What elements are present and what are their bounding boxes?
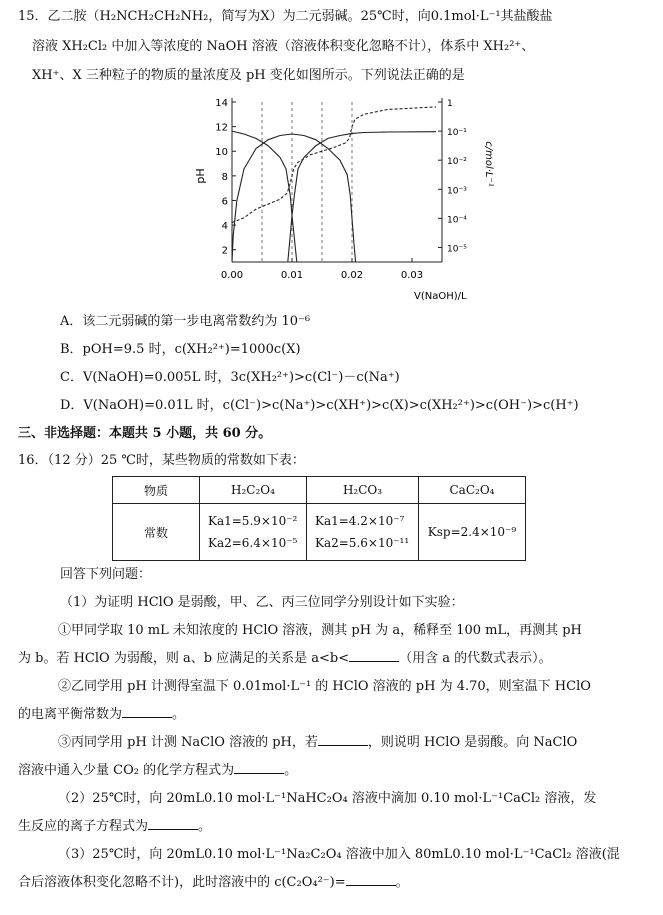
text: ，则说明 HClO 是弱酸。向 NaClO <box>367 735 578 750</box>
text: 。 <box>198 819 212 834</box>
table-header: 物质 <box>113 477 200 504</box>
series-line-1 <box>232 107 436 223</box>
answer-blank[interactable] <box>349 650 399 662</box>
series-line-2 <box>232 131 297 262</box>
answer-blank[interactable] <box>122 706 172 718</box>
y-right-tick-label: 10⁻² <box>447 157 467 168</box>
q16-part1c-line2 <box>18 762 649 780</box>
chart-xlabel: V(NaOH)/L <box>414 291 467 302</box>
q16-part1a-line1: ①甲同学取 10 mL 未知浓度的 HClO 溶液，测其 pH 为 a，稀释至 100 mL，再测其 pH <box>58 623 582 638</box>
y-left-tick-label: 4 <box>221 221 228 233</box>
y-right-tick-label: 10⁻⁴ <box>447 215 467 226</box>
y-right-tick-label: 10⁻¹ <box>447 128 467 139</box>
q15-option-d: D．V(NaOH)=0.01L 时，c(Cl⁻)>c(Na⁺)>c(XH⁺)>c(X)>c(XH₂²⁺)>c(OH⁻)>c(H⁺) <box>60 398 579 413</box>
answer-blank[interactable] <box>148 818 198 830</box>
y-left-tick-label: 6 <box>221 196 228 208</box>
section3-heading: 三、非选择题：本题共 5 小题，共 60 分。 <box>18 426 272 441</box>
q16-part1-intro: （1）为证明 HClO 是弱酸，甲、乙、丙三位同学分别设计如下实验： <box>60 595 464 610</box>
q16-part1b-line1: ②乙同学用 pH 计测得室温下 0.01mol·L⁻¹ 的 HClO 溶液的 pH 为 4.70，则室温下 HClO <box>58 679 591 694</box>
table-cell <box>307 504 419 561</box>
chart-grid <box>262 102 352 262</box>
text: （用含 a 的代数式表示）。 <box>399 651 552 666</box>
answer-blank[interactable] <box>346 874 396 886</box>
h2c2o4-ka2: Ka2=6.4×10⁻⁵ <box>208 536 298 550</box>
text: 为 b。若 HClO 为弱酸，则 a、b 应满足的关系是 a<b< <box>18 651 350 666</box>
q15-option-b: B．pOH=9.5 时，c(XH₂²⁺)=1000c(X) <box>60 342 301 357</box>
y-right-tick-label: 10⁻⁵ <box>447 244 467 255</box>
y-left-tick-label: 10 <box>215 147 228 159</box>
text: 溶液中通入少量 CO₂ 的化学方程式为 <box>18 763 235 778</box>
y-left-tick-label: 12 <box>215 122 228 134</box>
table-row-label: 常数 <box>113 504 200 561</box>
x-tick-label: 0.02 <box>340 270 364 281</box>
y-left-tick-label: 8 <box>221 171 228 183</box>
h2c2o4-ka1: Ka1=5.9×10⁻² <box>208 514 298 528</box>
text: 的电离平衡常数为 <box>18 707 123 722</box>
concentration-ph-chart <box>190 94 500 304</box>
q15-option-c: C．V(NaOH)=0.005L 时，3c(XH₂²⁺)>c(Cl⁻)－c(Na⁺) <box>60 370 400 385</box>
q16-answer-prompt: 回答下列问题： <box>60 567 152 582</box>
answer-blank[interactable] <box>318 734 368 746</box>
table-header: CaC₂O₄ <box>419 477 526 504</box>
q16-stem: 16．（12 分）25 ℃时，某些物质的常数如下表： <box>18 453 305 468</box>
series-line-3 <box>288 132 436 262</box>
y-left-tick-label: 14 <box>215 98 228 109</box>
q15-option-a: A．该二元弱碱的第一步电离常数约为 10⁻⁶ <box>60 314 311 329</box>
text: 生反应的离子方程式为 <box>18 819 149 834</box>
q16-part2-line1: （2）25℃时，向 20mL0.10 mol·L⁻¹NaHC₂O₄ 溶液中滴加 0.10 mol·L⁻¹CaCl₂ 溶液，发 <box>58 791 597 806</box>
text: 。 <box>172 707 186 722</box>
chart-ticks <box>215 98 467 281</box>
x-tick-label: 0.03 <box>400 270 424 281</box>
chart-axes <box>232 98 442 262</box>
text: 。 <box>395 875 409 890</box>
h2co3-ka1: Ka1=4.2×10⁻⁷ <box>315 514 405 528</box>
q16-part3-line1: （3）25℃时，向 20mL0.10 mol·L⁻¹Na₂C₂O₄ 溶液中加入 80mL0.10 mol·L⁻¹CaCl₂ 溶液(混 <box>58 847 620 862</box>
q16-part1b-line2 <box>18 706 649 724</box>
q15-stem-line3: XH⁺、X 三种粒子的物质的量浓度及 pH 变化如图所示。下列说法正确的是 <box>32 68 465 83</box>
chart-series <box>232 107 436 262</box>
y-left-tick-label: 2 <box>221 245 228 257</box>
constants-table <box>112 476 526 561</box>
table-cell <box>200 504 307 561</box>
cac2o4-ksp: Ksp=2.4×10⁻⁹ <box>419 504 526 561</box>
q16-part3-line2 <box>18 874 649 892</box>
text: 合后溶液体积变化忽略不计)，此时溶液中的 c(C₂O₄²⁻)= <box>18 875 346 890</box>
h2co3-ka2: Ka2=5.6×10⁻¹¹ <box>315 536 410 550</box>
q16-part2-line2 <box>18 818 649 836</box>
text: 。 <box>284 763 298 778</box>
x-tick-label: 0.00 <box>220 270 244 281</box>
y-right-tick-label: 10⁻³ <box>447 186 467 197</box>
x-tick-label: 0.01 <box>280 270 304 281</box>
q15-stem-line1: 15．乙二胺（H₂NCH₂CH₂NH₂，简写为X）为二元弱碱。25℃时，向0.1mol·L⁻¹其盐酸盐 <box>18 9 553 24</box>
text: ③丙同学用 pH 计测 NaClO 溶液的 pH，若 <box>58 735 318 750</box>
q15-stem-line2: 溶液 XH₂Cl₂ 中加入等浓度的 NaOH 溶液（溶液体积变化忽略不计），体系中 XH₂²⁺、 <box>32 39 535 54</box>
q16-part1c-line1 <box>58 734 649 752</box>
chart-ylabel-left: pH <box>194 168 207 184</box>
table-header: H₂CO₃ <box>307 477 419 504</box>
answer-blank[interactable] <box>234 762 284 774</box>
table-header: H₂C₂O₄ <box>200 477 307 504</box>
chart-ylabel-right: c/mol·L⁻¹ <box>483 141 494 187</box>
q16-part1a-line2 <box>18 650 649 668</box>
y-right-tick-label: 1 <box>447 99 453 109</box>
